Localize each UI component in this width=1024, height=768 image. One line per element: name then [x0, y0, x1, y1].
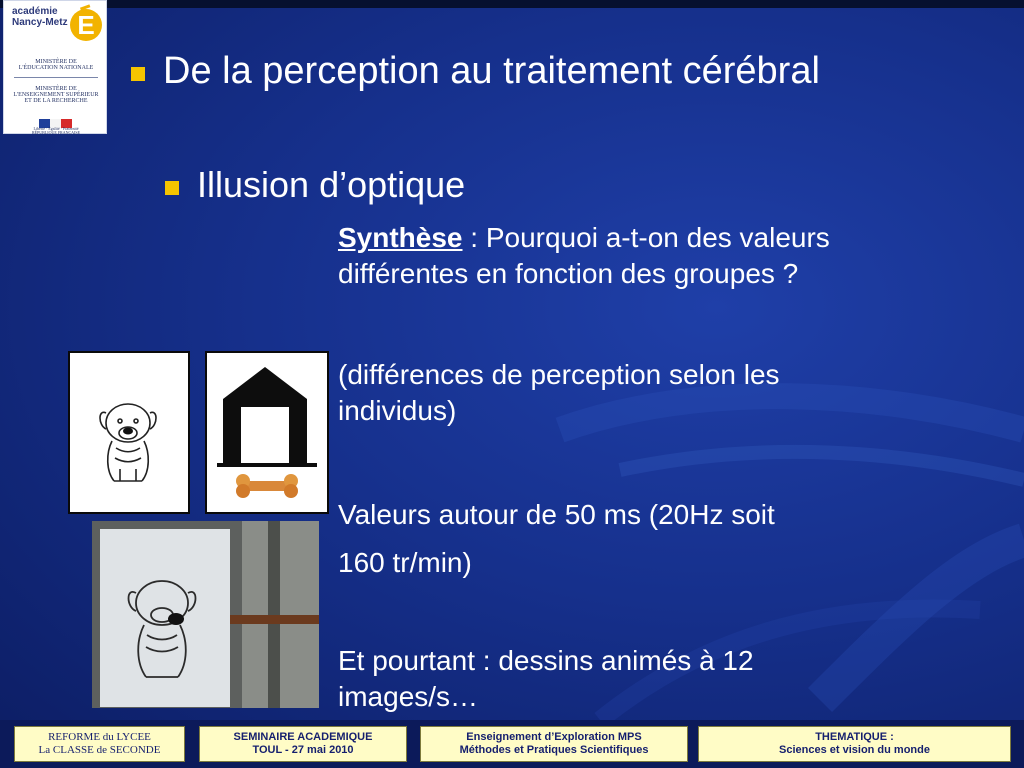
ministry-research-label: MINISTÈRE DE L'ENSEIGNEMENT SUPÉRIEUR ET DE LA RECHERCHE — [13, 86, 99, 104]
footer-thematique-box: THEMATIQUE : Sciences et vision du monde — [698, 726, 1011, 762]
academy-e-emblem — [68, 3, 104, 43]
cartoon-framerate-text: Et pourtant : dessins animés à 12 images/s… — [338, 645, 754, 712]
ministry-education-label: MINISTÈRE DE L'ÉDUCATION NATIONALE — [18, 59, 94, 71]
thaumatrope-photo-image — [92, 521, 319, 708]
academie-name: académie Nancy-Metz — [12, 6, 68, 28]
svg-text:E: E — [77, 10, 95, 40]
kennel-card — [205, 351, 329, 514]
slide-title: De la perception au traitement cérébral — [163, 50, 820, 92]
footer-seminaire-box: SEMINAIRE ACADEMIQUE TOUL - 27 mai 2010 — [199, 726, 407, 762]
dog-drawing — [70, 353, 188, 512]
thaumatrope-photo — [92, 521, 319, 708]
logo-divider — [14, 77, 98, 78]
footer-reforme-box: REFORME du LYCEE La CLASSE de SECONDE — [14, 726, 185, 762]
academy-logo — [3, 0, 107, 134]
title-bullet-icon — [131, 67, 145, 81]
republic-motto: Liberté · Égalité · Fraternité RÉPUBLIQUE FRANÇAISE — [31, 126, 81, 135]
slide-subtitle: Illusion d’optique — [197, 164, 466, 205]
values-line-1: Valeurs autour de 50 ms (20Hz soit — [338, 499, 775, 530]
synthese-question: : Pourquoi a-t-on des valeurs différentes en fonction des groupes ? — [338, 222, 830, 289]
values-line-2: 160 tr/min) — [338, 547, 472, 578]
subtitle-bullet-icon — [165, 181, 179, 195]
french-flag-icon — [39, 115, 73, 124]
synthese-label: Synthèse — [338, 222, 463, 253]
bone-icon — [236, 474, 298, 498]
footer-enseignement-box: Enseignement d’Exploration MPS Méthodes et Pratiques Scientifiques — [420, 726, 688, 762]
perception-differences-text: (différences de perception selon les individus) — [338, 359, 780, 426]
synthese-paragraph — [338, 220, 958, 292]
kennel-drawing — [207, 353, 327, 512]
dog-card — [68, 351, 190, 514]
